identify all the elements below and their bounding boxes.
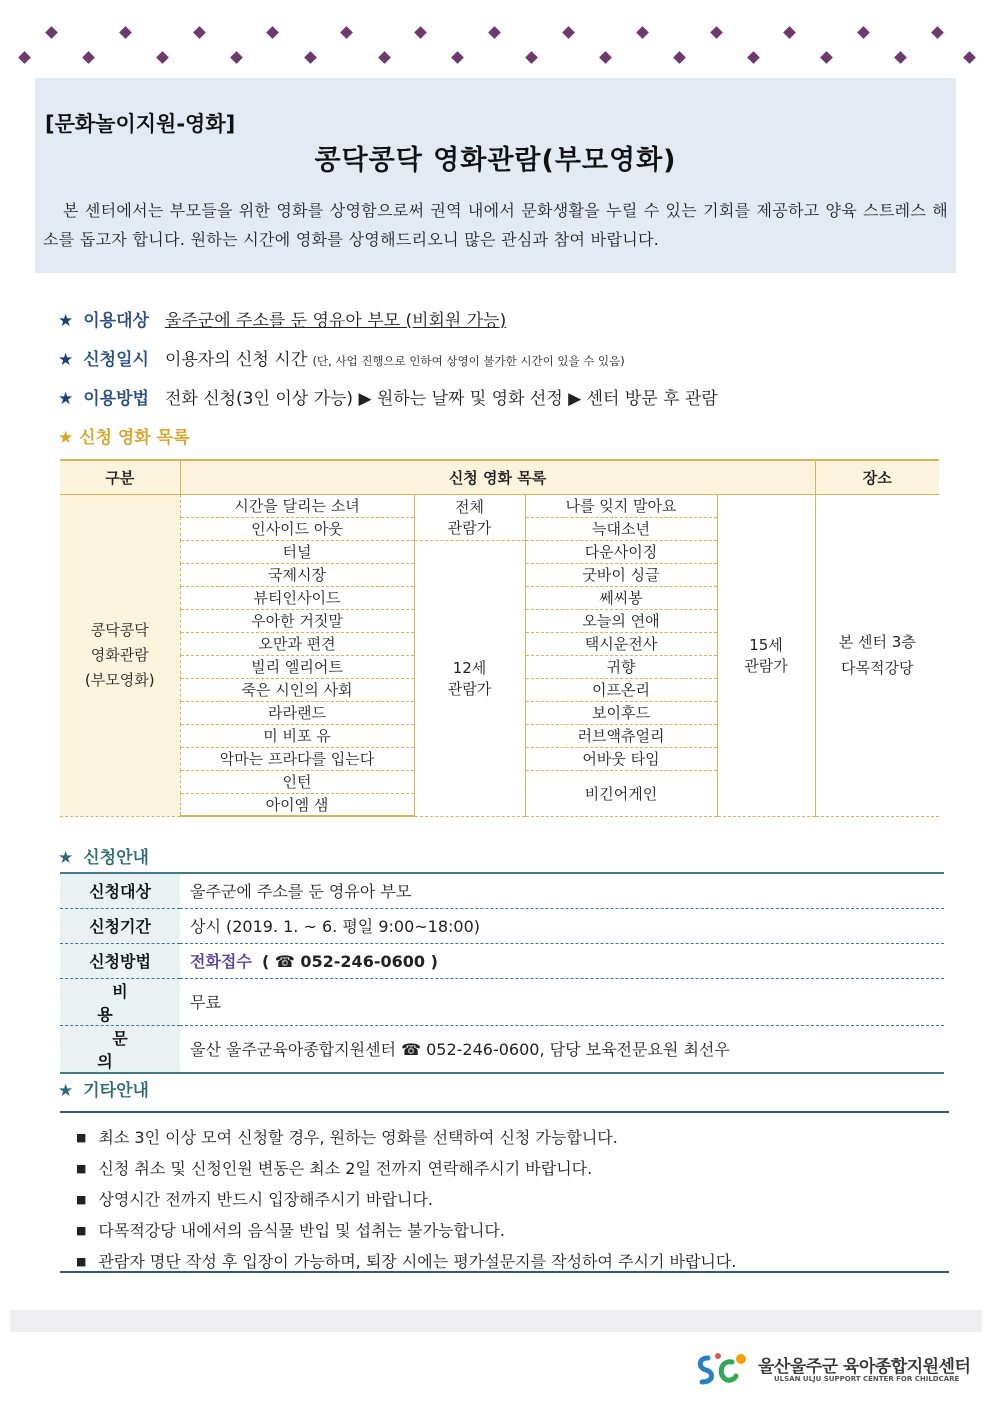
diamond-dot (193, 26, 206, 39)
diamond-dot (266, 26, 279, 39)
movie-title: 빌리 엘리어트 (180, 655, 414, 678)
apply-value (180, 943, 944, 978)
header-movies: 신청 영화 목록 (180, 460, 815, 494)
movie-title: 인턴 (180, 770, 414, 793)
movie-title: 다운사이징 (525, 540, 717, 563)
movie-title: 늑대소년 (525, 517, 717, 540)
info-date (58, 345, 625, 370)
apply-key: 신청방법 (60, 943, 180, 978)
org-name-ko: 울산울주군 육아종합지원센터 (758, 1357, 971, 1377)
star-icon: ★ (58, 350, 74, 370)
apply-row-method (60, 943, 944, 978)
place-cell: 본 센터 3층 다목적강당 (815, 494, 939, 816)
movie-title: 라라랜드 (180, 701, 414, 724)
diamond-dot (747, 51, 760, 64)
movie-title: 죽은 시인의 사회 (180, 678, 414, 701)
diamond-dot (488, 26, 501, 39)
date-label: 신청일시 (83, 350, 149, 370)
movie-title: 국제시장 (180, 563, 414, 586)
method-value: 전화 신청(3인 이상 가능) ▶ 원하는 날짜 및 영화 선정 ▶ 센터 방문 후 관람 (164, 389, 718, 409)
apply-value: 울산 울주군육아종합지원센터 ☎ 052-246-0600, 담당 보육전문요원 최선우 (180, 1025, 944, 1073)
apply-key: 신청기간 (60, 908, 180, 943)
apply-key: 비용 (60, 978, 180, 1025)
diamond-dot (931, 26, 944, 39)
movie-title: 어바웃 타임 (525, 747, 717, 770)
apply-heading: ★ 신청안내 (58, 848, 149, 868)
movie-title: 뷰티인사이드 (180, 586, 414, 609)
org-name-en: ULSAN ULJU SUPPORT CENTER FOR CHILDCARE (774, 1375, 960, 1383)
page-title: 콩닥콩닥 영화관람(부모영화) (314, 145, 677, 176)
movie-title: 터널 (180, 540, 414, 563)
diamond-dot (451, 51, 464, 64)
header-box (35, 78, 956, 273)
movie-title: 보이후드 (525, 701, 717, 724)
movie-title: 미 비포 유 (180, 724, 414, 747)
diamond-dot (963, 51, 976, 64)
movies-heading: ★ 신청 영화 목록 (58, 428, 190, 448)
apply-row-period (60, 908, 944, 943)
rating-all: 전체 관람가 (414, 494, 525, 540)
note-item: ■ 최소 3인 이상 모여 신청할 경우, 원하는 영화를 선택하여 신청 가능합니다. (76, 1123, 949, 1154)
note-item: ■ 다목적강당 내에서의 음식물 반입 및 섭취는 불가능합니다. (76, 1216, 949, 1247)
diamond-dot (673, 51, 686, 64)
diamond-dot (636, 26, 649, 39)
movie-title: 나를 잊지 말아요 (525, 494, 717, 517)
diamond-dot (156, 51, 169, 64)
diamond-dot (599, 51, 612, 64)
note-item: ■ 관람자 명단 작성 후 입장이 가능하며, 퇴장 시에는 평가설문지를 작성하여 주시기 바랍니다. (76, 1247, 949, 1278)
note-item: ■ 신청 취소 및 신청인원 변동은 최소 2일 전까지 연락해주시기 바랍니다. (76, 1154, 949, 1185)
info-target (58, 306, 506, 331)
phone-number[interactable]: ( ☎ 052-246-0600 ) (262, 952, 438, 971)
diamond-dot (525, 51, 538, 64)
movie-title: 쎄씨봉 (525, 586, 717, 609)
apply-value: 울주군에 주소를 둔 영유아 부모 (180, 873, 944, 908)
apply-row-contact (60, 1025, 944, 1073)
star-icon: ★ (58, 1081, 74, 1101)
star-icon: ★ (58, 311, 74, 331)
movie-title: 러브액츄얼리 (525, 724, 717, 747)
movie-title: 굿바이 싱글 (525, 563, 717, 586)
apply-row-target (60, 873, 944, 908)
movie-table (60, 459, 939, 817)
category-label: [문화놀이지원-영화] (45, 112, 236, 136)
diamond-dot (414, 26, 427, 39)
diamond-dot (45, 26, 58, 39)
rating-15: 15세 관람가 (717, 494, 815, 816)
decorative-diamond-border (0, 24, 992, 64)
movie-title: 이프온리 (525, 678, 717, 701)
diamond-dot (82, 51, 95, 64)
info-method (58, 384, 718, 409)
movie-title: 시간을 달리는 소녀 (180, 494, 414, 517)
movie-title: 아이엠 샘 (180, 793, 414, 816)
apply-row-cost (60, 978, 944, 1025)
diamond-dot (783, 26, 796, 39)
apply-value: 상시 (2019. 1. ~ 6. 평일 9:00~18:00) (180, 908, 944, 943)
note-item: ■ 상영시간 전까지 반드시 입장해주시기 바랍니다. (76, 1185, 949, 1216)
movie-title: 비긴어게인 (525, 770, 717, 816)
footer-band (10, 1310, 982, 1332)
org-logo (694, 1350, 979, 1390)
header-category: 구분 (60, 460, 180, 494)
apply-table (60, 872, 944, 1074)
date-value: 이용자의 신청 시간 (164, 350, 308, 370)
movie-title: 귀향 (525, 655, 717, 678)
intro-text: 본 센터에서는 부모들을 위한 영화를 상영함으로써 권역 내에서 문화생활을 누릴 수 있는 기회를 제공하고 양육 스트레스 해소를 돕고자 합니다. 원하는 시간에 영화를 상영해드리오니 많은 관심과 참여 바랍니다. (43, 201, 948, 249)
star-icon: ★ (58, 848, 74, 868)
method-label: 이용방법 (83, 389, 149, 409)
movie-title: 악마는 프라다를 입는다 (180, 747, 414, 770)
movie-title: 우아한 거짓말 (180, 609, 414, 632)
diamond-dot (710, 26, 723, 39)
diamond-dot (857, 26, 870, 39)
movie-row (60, 494, 939, 517)
notes-heading: ★ 기타안내 (58, 1081, 149, 1101)
apply-key: 신청대상 (60, 873, 180, 908)
rating-12: 12세 관람가 (414, 540, 525, 816)
diamond-dot (119, 26, 132, 39)
diamond-dot (18, 51, 31, 64)
movie-title: 오늘의 연애 (525, 609, 717, 632)
date-note: (단, 사업 진행으로 인하여 상영이 불가한 시간이 있을 수 있음) (312, 354, 625, 368)
diamond-dot (562, 26, 575, 39)
diamond-dot (894, 51, 907, 64)
target-value: 울주군에 주소를 둔 영유아 부모 (비회원 가능) (164, 311, 507, 331)
apply-key: 문의 (60, 1025, 180, 1073)
star-icon: ★ (58, 389, 74, 409)
phone-apply-label: 전화접수 (190, 952, 252, 971)
target-label: 이용대상 (83, 311, 149, 331)
header-place: 장소 (815, 460, 939, 494)
diamond-dot (340, 26, 353, 39)
diamond-dot (304, 51, 317, 64)
diamond-dot (378, 51, 391, 64)
movie-title: 오만과 편견 (180, 632, 414, 655)
apply-value: 무료 (180, 978, 944, 1025)
diamond-dot (230, 51, 243, 64)
category-cell: 콩닥콩닥 영화관람 (부모영화) (60, 494, 180, 816)
notes-list (60, 1111, 949, 1273)
diamond-dot (820, 51, 833, 64)
movie-title: 인사이드 아웃 (180, 517, 414, 540)
org-logo-icon (694, 1350, 750, 1390)
movie-title: 택시운전사 (525, 632, 717, 655)
